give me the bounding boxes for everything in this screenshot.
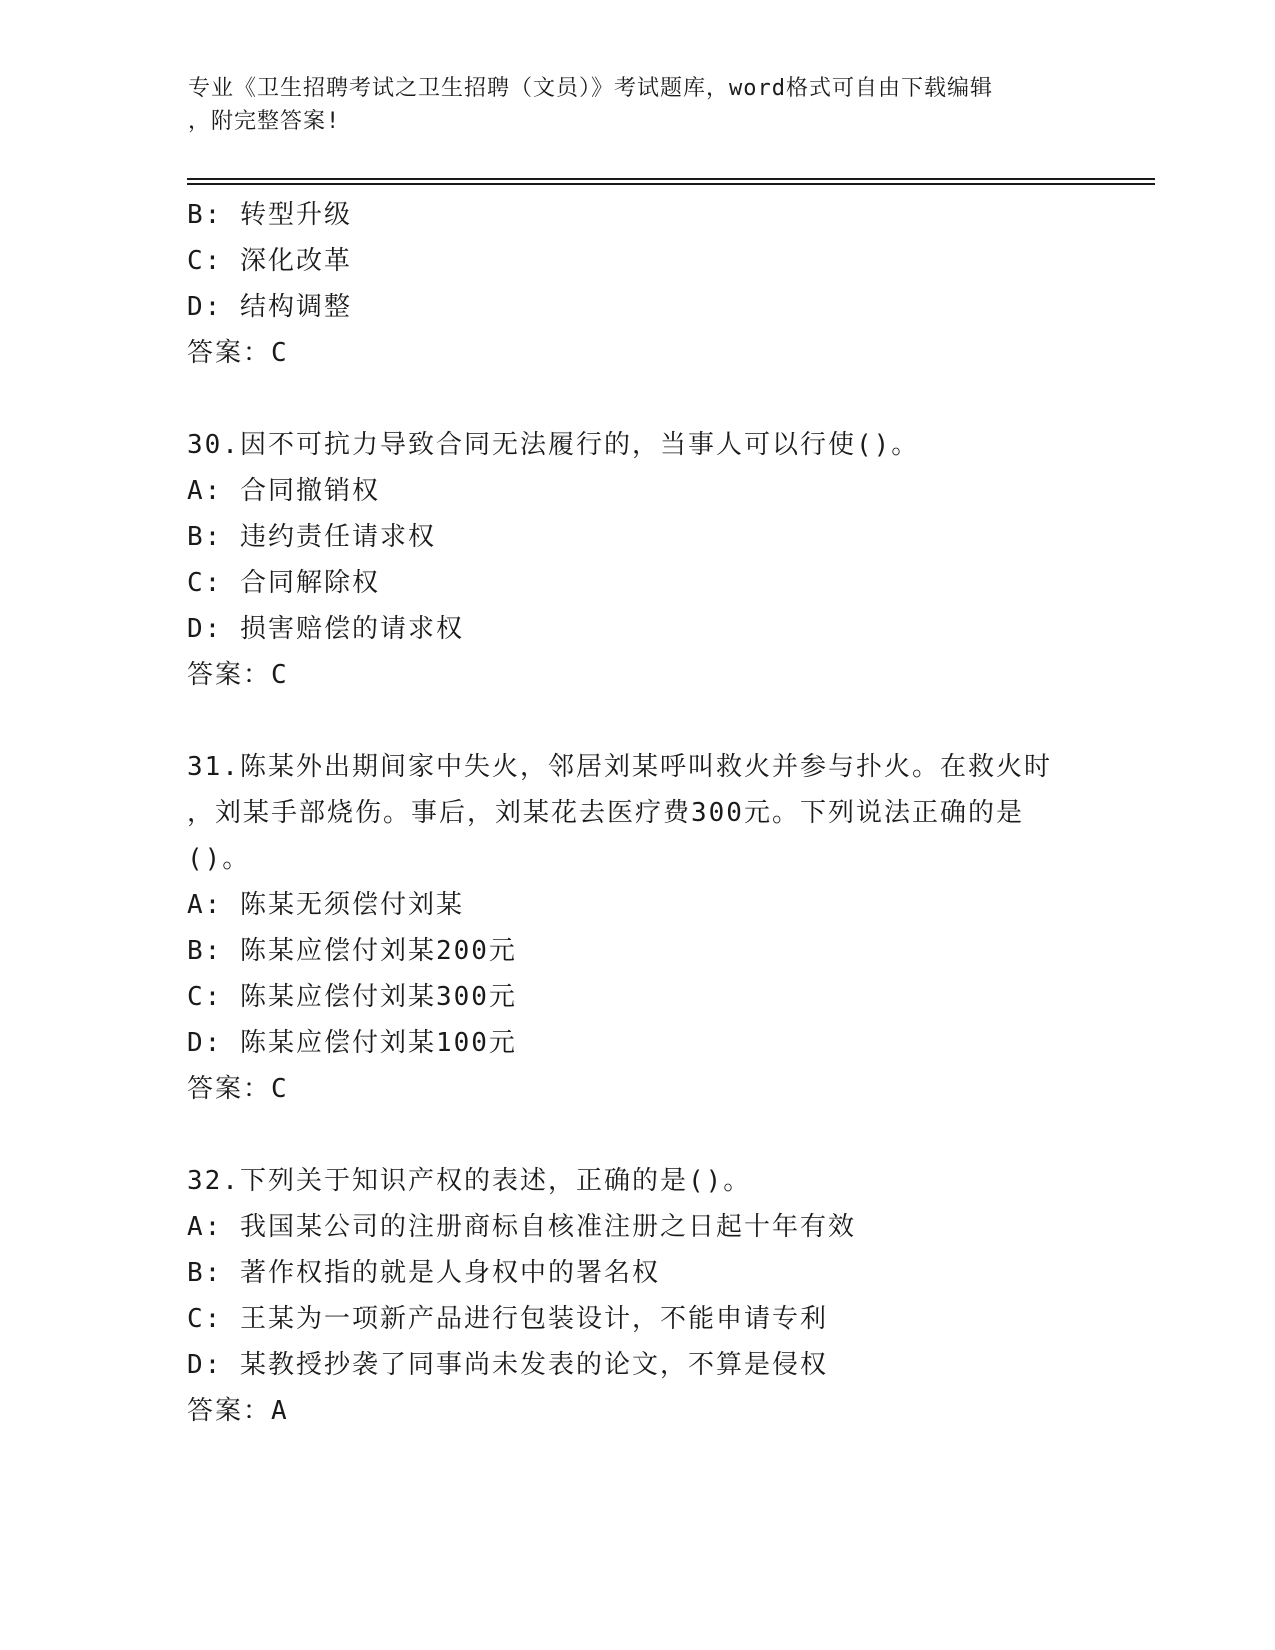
question-29-continued [187, 192, 1087, 376]
answer: 答案：C [187, 338, 289, 368]
document-header [188, 72, 1068, 138]
question-stem-line-1: 31.陈某外出期间家中失火，邻居刘某呼叫救火并参与扑火。在救火时 [187, 752, 1052, 782]
document-body [187, 192, 1087, 1434]
option-d: D: 损害赔偿的请求权 [187, 614, 464, 644]
option-a: A: 陈某无须偿付刘某 [187, 890, 464, 920]
question-30 [187, 422, 1087, 698]
answer: 答案：C [187, 660, 289, 690]
question-stem-line-2: ，刘某手部烧伤。事后，刘某花去医疗费300元。下列说法正确的是 [187, 798, 1024, 828]
option-b: B: 转型升级 [187, 200, 352, 230]
header-divider-top [187, 178, 1155, 180]
question-stem-line-3: ()。 [187, 844, 251, 874]
option-d: D: 陈某应偿付刘某100元 [187, 1028, 517, 1058]
option-c: C: 陈某应偿付刘某300元 [187, 982, 517, 1012]
header-line-1: 专业《卫生招聘考试之卫生招聘（文员）》考试题库，word格式可自由下载编辑 [188, 76, 993, 101]
option-d: D: 某教授抄袭了同事尚未发表的论文，不算是侵权 [187, 1350, 828, 1380]
spacer [187, 376, 1087, 422]
question-stem: 30.因不可抗力导致合同无法履行的，当事人可以行使()。 [187, 430, 920, 460]
option-c: C: 合同解除权 [187, 568, 380, 598]
spacer [187, 1112, 1087, 1158]
header-line-2: ，附完整答案! [188, 109, 341, 134]
option-c: C: 深化改革 [187, 246, 352, 276]
option-b: B: 著作权指的就是人身权中的署名权 [187, 1258, 660, 1288]
answer: 答案：A [187, 1396, 289, 1426]
option-d: D: 结构调整 [187, 292, 352, 322]
option-a: A: 合同撤销权 [187, 476, 380, 506]
option-b: B: 违约责任请求权 [187, 522, 436, 552]
option-a: A: 我国某公司的注册商标自核准注册之日起十年有效 [187, 1212, 856, 1242]
option-b: B: 陈某应偿付刘某200元 [187, 936, 517, 966]
spacer [187, 698, 1087, 744]
question-stem: 32.下列关于知识产权的表述，正确的是()。 [187, 1166, 752, 1196]
header-divider-bottom [187, 183, 1155, 185]
answer: 答案：C [187, 1074, 289, 1104]
option-c: C: 王某为一项新产品进行包装设计，不能申请专利 [187, 1304, 828, 1334]
question-32 [187, 1158, 1087, 1434]
question-31 [187, 744, 1087, 1112]
